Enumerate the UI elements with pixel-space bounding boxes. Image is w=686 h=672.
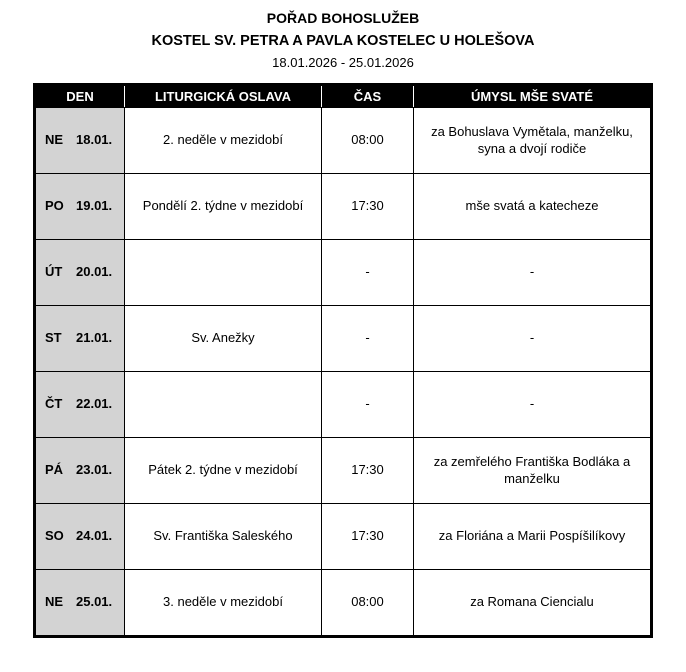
intention-cell: - [413,371,650,437]
day-date: 24.01. [76,528,113,544]
day-abbr: PÁ [45,462,64,478]
column-header-den: DEN [36,86,124,107]
day-cell [36,173,124,239]
table-row [36,107,650,173]
day-date: 25.01. [76,594,113,610]
schedule-body [36,107,650,635]
intention-cell: za Romana Ciencialu [413,569,650,635]
time-cell: 17:30 [321,437,413,503]
time-cell: - [321,305,413,371]
day-abbr: ÚT [45,264,63,280]
intention-cell: za zemřelého Františka Bodláka a manželku [413,437,650,503]
day-cell [36,503,124,569]
day-cell [36,437,124,503]
column-header-liturgicka-oslava: LITURGICKÁ OSLAVA [124,86,321,107]
day-cell [36,107,124,173]
page-title: POŘAD BOHOSLUŽEB [266,10,420,26]
celebration-cell: Sv. Anežky [124,305,321,371]
celebration-cell: 3. neděle v mezidobí [124,569,321,635]
celebration-cell: 2. neděle v mezidobí [124,107,321,173]
column-header-umysl-mse-svate: ÚMYSL MŠE SVATÉ [413,86,650,107]
table-row [36,239,650,305]
intention-cell: mše svatá a katecheze [413,173,650,239]
day-abbr: NE [45,594,64,610]
time-cell: 08:00 [321,107,413,173]
time-cell: - [321,371,413,437]
time-cell: 08:00 [321,569,413,635]
table-row [36,371,650,437]
day-abbr: ČT [45,396,63,412]
date-range: 18.01.2026 - 25.01.2026 [272,55,414,70]
celebration-cell: Pondělí 2. týdne v mezidobí [124,173,321,239]
day-date: 18.01. [76,132,113,148]
celebration-cell: Pátek 2. týdne v mezidobí [124,437,321,503]
intention-cell: za Bohuslava Vymětala, manželku, syna a dvojí rodiče [413,107,650,173]
day-cell [36,239,124,305]
table-row [36,503,650,569]
celebration-cell [124,239,321,305]
table-row [36,173,650,239]
day-cell [36,371,124,437]
celebration-cell [124,371,321,437]
day-date: 19.01. [76,198,113,214]
intention-cell: - [413,239,650,305]
day-date: 23.01. [76,462,113,478]
day-date: 22.01. [76,396,113,412]
day-cell [36,305,124,371]
day-abbr: PO [45,198,64,214]
schedule-table-wrapper [33,83,653,638]
day-date: 20.01. [76,264,113,280]
day-cell [36,569,124,635]
day-date: 21.01. [76,330,113,346]
day-abbr: ST [45,330,62,346]
time-cell: 17:30 [321,173,413,239]
table-row [36,569,650,635]
church-name: KOSTEL SV. PETRA A PAVLA KOSTELEC U HOLEŠOVA [151,33,535,49]
schedule-table [36,86,650,635]
time-cell: - [321,239,413,305]
intention-cell: za Floriána a Marii Pospíšilíkovy [413,503,650,569]
celebration-cell: Sv. Františka Saleského [124,503,321,569]
intention-cell: - [413,305,650,371]
table-row [36,305,650,371]
time-cell: 17:30 [321,503,413,569]
table-header-row [36,86,650,107]
table-row [36,437,650,503]
day-abbr: SO [45,528,64,544]
column-header-cas: ČAS [321,86,413,107]
day-abbr: NE [45,132,64,148]
